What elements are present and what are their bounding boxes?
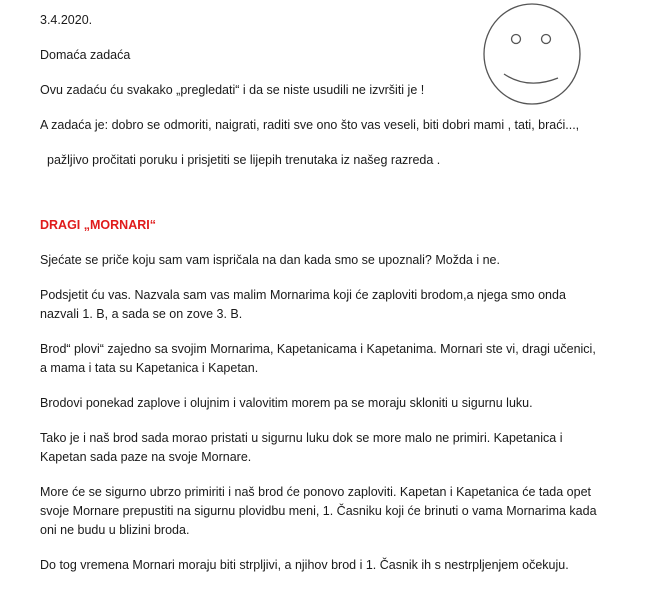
paragraph-2-line-1: Podsjetit ću vas. Nazvala sam vas malim Mornarima koji će zaploviti brodom,a njega smo onda (40, 288, 566, 302)
paragraph-3-line-2: a mama i tata su Kapetanica i Kapetan. (40, 361, 259, 375)
paragraph-5-line-1: Tako je i naš brod sada morao pristati u sigurnu luku dok se more malo ne primiri. Kapetanica i (40, 431, 563, 445)
paragraph-3-line-1: Brod“ plovi“ zajedno sa svojim Mornarima, Kapetanicama i Kapetanima. Mornari ste vi, dragi učenici, (40, 342, 596, 356)
task-line-2: pažljivo pročitati poruku i prisjetiti se lijepih trenutaka iz našeg razreda . (47, 153, 441, 167)
date-text: 3.4.2020. (40, 13, 93, 27)
paragraph-6-line-1: More će se sigurno ubrzo primiriti i naš brod će ponovo zaploviti. Kapetan i Kapetanica će tada opet (40, 485, 592, 499)
paragraph-5-line-2: Kapetan sada paze na svoje Mornare. (40, 450, 252, 464)
intro-text: Ovu zadaću ću svakako „pregledati“ i da se niste usudili ne izvršiti je ! (40, 83, 425, 97)
paragraph-2-line-2: nazvali 1. B, a sada se on zove 3. B. (40, 307, 243, 321)
letter-title: DRAGI „MORNARI“ (40, 218, 156, 232)
task-line-1: A zadaća je: dobro se odmoriti, naigrati, raditi sve ono što vas veseli, biti dobri mami , tati, braći..., (40, 118, 580, 132)
paragraph-1: Sjećate se priče koju sam vam ispričala na dan kada smo se upoznali? Možda i ne. (40, 253, 500, 267)
paragraph-6-line-3: oni ne budu u blizini broda. (40, 523, 190, 537)
subject-text: Domaća zadaća (40, 48, 131, 62)
paragraph-6-line-2: svoje Mornare prepustiti na sigurnu plovidbu meni, 1. Časniku koji će brinuti o vama Mornarima kada (40, 504, 597, 518)
paragraph-7: Do tog vremena Mornari moraju biti strpljivi, a njihov brod i 1. Časnik ih s nestrpljenjem očekuju. (40, 558, 569, 572)
smiley-face-icon (482, 2, 582, 106)
paragraph-4: Brodovi ponekad zaplove i olujnim i valovitim morem pa se moraju skloniti u sigurnu luku. (40, 396, 533, 410)
